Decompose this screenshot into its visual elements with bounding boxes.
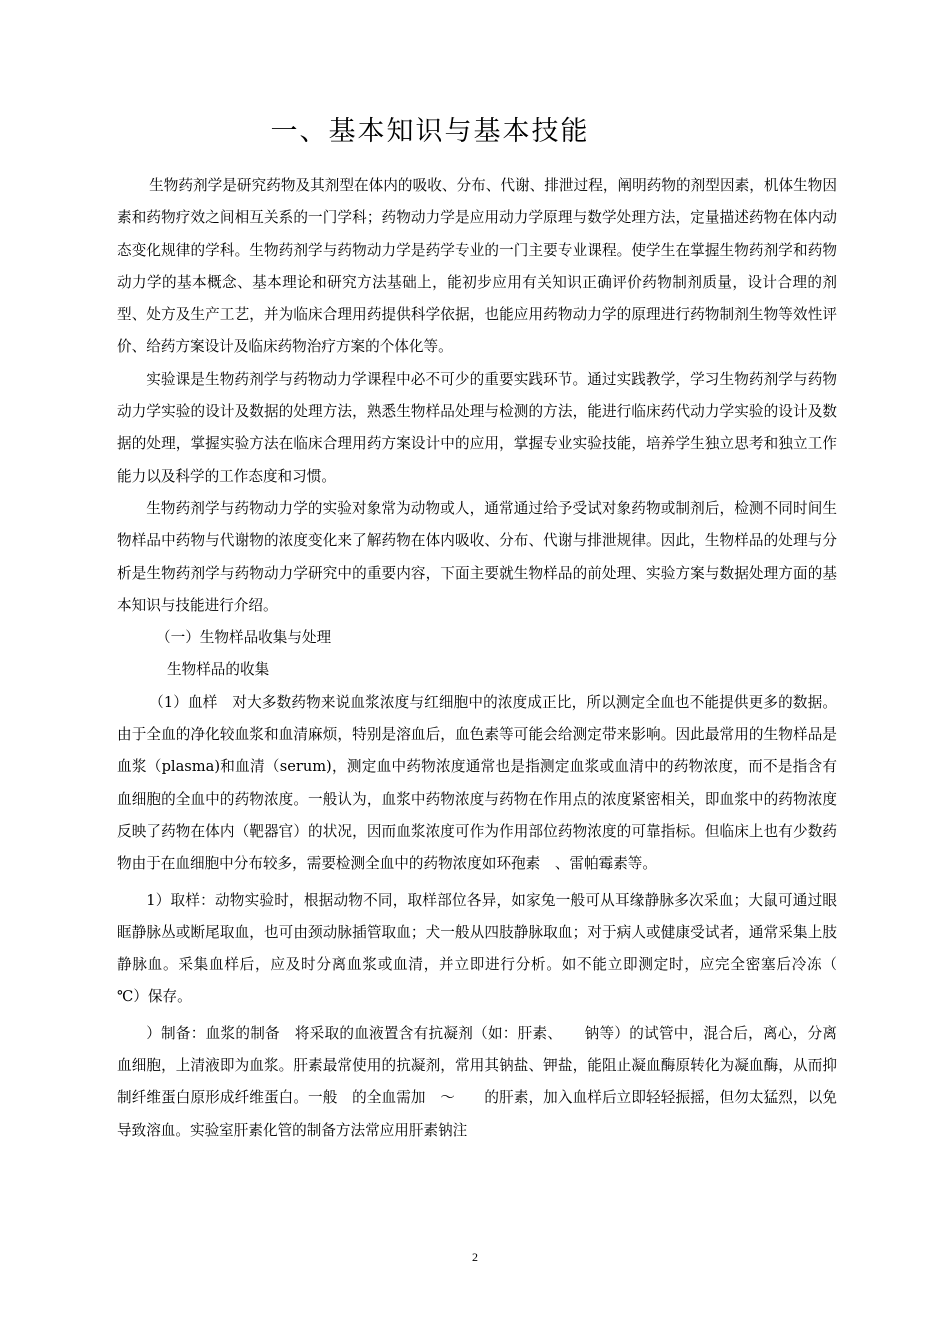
section-heading: （一）生物样品收集与处理 — [156, 629, 332, 647]
paragraph-intro: 生物药剂学是研究药物及其剂型在体内的吸收、分布、代谢、排泄过程，阐明药物的剂型因素，机体生物因素和药物疗效之间相互关系的一门学科；药物动力学是应用动力学原理与数学处理方法，定量描述药物在体内动态变化规律的学科。生物药剂学与药物动力学是药学专业的一门主要专业课程。使学生在掌握生物药剂学和药物动力学的基本概念、基本理论和研究方法基础上，能初步应用有关知识正确评价药物制剂质量，设计合理的剂型、处方及生产工艺，并为临床合理用药提供科学依据，也能应用药物动力学的原理进行药物制剂生物等效性评价、给药方案设计及临床药物治疗方案的个体化等。 — [117, 177, 837, 356]
page-number: 2 — [472, 1250, 478, 1264]
paragraph-lab-course: 实验课是生物药剂学与药物动力学课程中必不可少的重要实践环节。通过实践教学，学习生物药剂学与药物动力学实验的设计及数据的处理方法，熟悉生物样品处理与检测的方法，能进行临床药代动力学实验的设计及数据的处理，掌握实验方法在临床合理用药方案设计中的应用，掌握专业实验技能，培养学生独立思考和独立工作能力以及科学的工作态度和习惯。 — [117, 370, 837, 485]
paragraph-preparation: ）制备：血浆的制备 将采取的血液置含有抗凝剂（如：肝素、 钠等）的试管中，混合后，离心，分离血细胞，上清液即为血浆。肝素最常使用的抗凝剂，常用其钠盐、钾盐，能阻止凝血酶原转化为凝血酶，从而抑制纤维蛋白原形成纤维蛋白。一般 的全血需加 ～ 的肝素，加入血样后立即轻轻振摇，但勿太猛烈，以免导致溶血。实验室肝素化管的制备方法常应用肝素钠注 — [117, 1024, 837, 1139]
document-body — [117, 170, 852, 1147]
subsection-heading: 生物样品的收集 — [167, 661, 270, 679]
page-title: 一、基本知识与基本技能 — [270, 116, 590, 147]
paragraph-sampling: 1）取样：动物实验时，根据动物不同，取样部位各异，如家兔一般可从耳缘静脉多次采血；大鼠可通过眼眶静脉丛或断尾取血，也可由颈动脉插管取血；犬一般从四肢静脉取血；对于病人或健康受试者，通常采集上肢静脉血。采集血样后，应及时分离血浆或血清，并立即进行分析。如不能立即测定时，应完全密塞后冷冻（ ℃）保存。 — [117, 891, 852, 1006]
paragraph-subjects: 生物药剂学与药物动力学的实验对象常为动物或人，通常通过给予受试对象药物或制剂后，检测不同时间生物样品中药物与代谢物的浓度变化来了解药物在体内吸收、分布、代谢与排泄规律。因此，生物样品的处理与分析是生物药剂学与药物动力学研究中的重要内容，下面主要就生物样品的前处理、实验方案与数据处理方面的基本知识与技能进行介绍。 — [117, 499, 837, 614]
paragraph-blood-sample: （1）血样 对大多数药物来说血浆浓度与红细胞中的浓度成正比，所以测定全血也不能提供更多的数据。由于全血的净化较血浆和血清麻烦，特别是溶血后，血色素等可能会给测定带来影响。因此最常用的生物样品是血浆（plasma)和血清（serum)，测定血中药物浓度通常也是指测定血浆或血清中的药物浓度，而不是指含有血细胞的全血中的药物浓度。一般认为，血浆中药物浓度与药物在作用点的浓度紧密相关，即血浆中的药物浓度反映了药物在体内（靶器官）的状况，因而血浆浓度可作为作用部位药物浓度的可靠指标。但临床上也有少数药物由于在血细胞中分布较多，需要检测全血中的药物浓度如环孢素 、雷帕霉素等。 — [117, 693, 837, 873]
